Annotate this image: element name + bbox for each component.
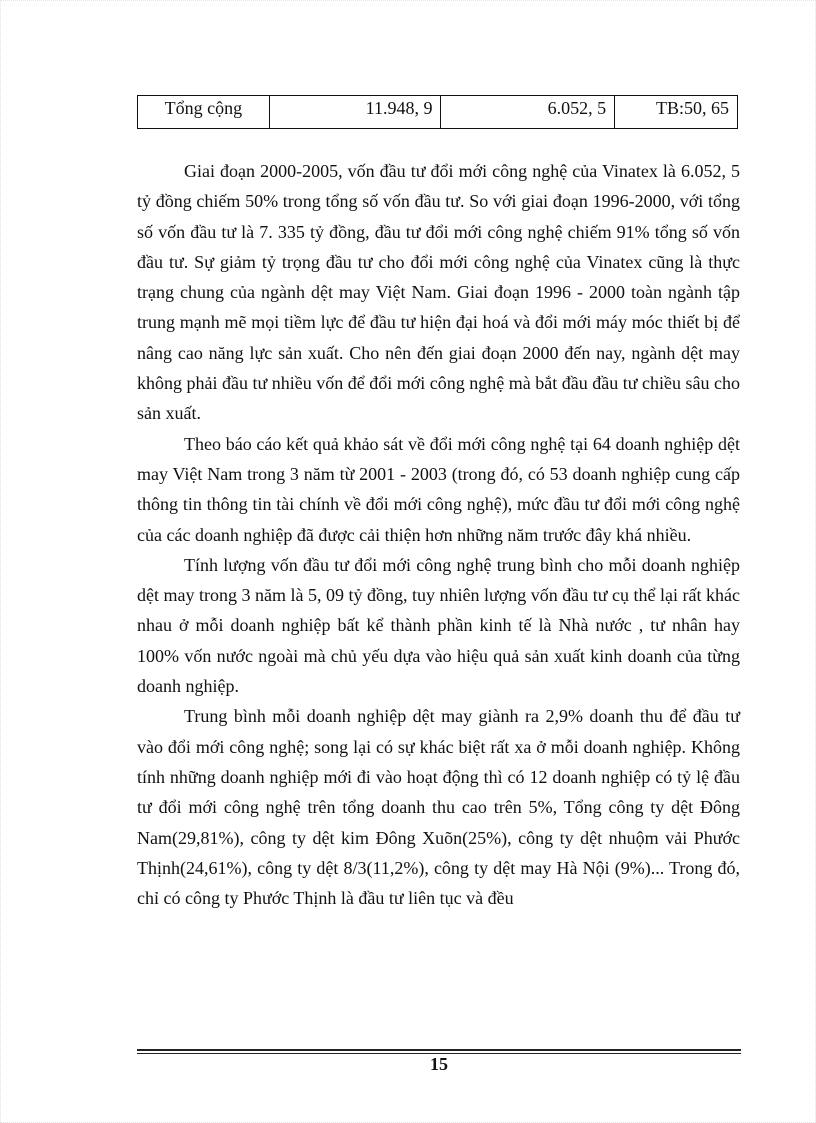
table-row	[138, 96, 738, 129]
table-cell-average: TB:50, 65	[615, 96, 738, 129]
table-cell-label: Tổng cộng	[138, 96, 270, 129]
body-text	[137, 156, 740, 913]
summary-table	[137, 95, 738, 129]
footer-divider	[137, 1049, 741, 1051]
page-number: 15	[430, 1054, 448, 1074]
paragraph: Trung bình mỗi doanh nghiệp dệt may giành ra 2,9% doanh thu để đầu tư vào đổi mới công nghệ; song lại có sự khác biệt rất xa ở mỗi doanh nghiệp. Không tính những doanh nghiệp mới đi vào hoạt động thì có 12 doanh nghiệp có tỷ lệ đầu tư đổi mới công nghệ trên tổng doanh thu cao trên 5%, Tổng công ty dệt Đông Nam(29,81%), công ty dệt kim Đông Xuõn(25%), công ty dệt nhuộm vải Phước Thịnh(24,61%), công ty dệt 8/3(11,2%), công ty dệt may Hà Nội (9%)... Trong đó, chỉ có công ty Phước Thịnh là đầu tư liên tục và đều	[137, 706, 740, 909]
table-cell-technology: 6.052, 5	[441, 96, 615, 129]
paragraph: Theo báo cáo kết quả khảo sát về đổi mới công nghệ tại 64 doanh nghiệp dệt may Việt Nam trong 3 năm từ 2001 - 2003 (trong đó, có 53 doanh nghiệp cung cấp thông tin thông tin tài chính về đổi mới công nghệ), mức đầu tư đổi mới công nghệ của các doanh nghiệp đã được cải thiện hơn những năm trước đây khá nhiều.	[137, 433, 740, 545]
paragraph: Giai đoạn 2000-2005, vốn đầu tư đổi mới công nghệ của Vinatex là 6.052, 5 tỷ đồng chiếm 50% trong tổng số vốn đầu tư. So với giai đoạn 1996-2000, với tổng số vốn đầu tư là 7. 335 tỷ đồng, đầu tư đổi mới công nghệ chiếm 91% tổng số vốn đầu tư. Sự giảm tỷ trọng đầu tư cho đổi mới công nghệ của Vinatex cũng là thực trạng chung của ngành dệt may Việt Nam. Giai đoạn 1996 - 2000 toàn ngành tập trung mạnh mẽ mọi tiềm lực để đầu tư hiện đại hoá và đổi mới máy móc thiết bị để nâng cao năng lực sản xuất. Cho nên đến giai đoạn 2000 đến nay, ngành dệt may không phải đầu tư nhiều vốn để đổi mới công nghệ mà bắt đầu đầu tư chiều sâu cho sản xuất.	[137, 161, 740, 424]
table-cell-total: 11.948, 9	[269, 96, 441, 129]
paragraph: Tính lượng vốn đầu tư đổi mới công nghệ trung bình cho mỗi doanh nghiệp dệt may trong 3 năm là 5, 09 tỷ đồng, tuy nhiên lượng vốn đầu tư cụ thể lại rất khác nhau ở mỗi doanh nghiệp bất kể thành phần kinh tế là Nhà nước , tư nhân hay 100% vốn nước ngoài mà chủ yếu dựa vào hiệu quả sản xuất kinh doanh của từng doanh nghiệp.	[137, 554, 740, 697]
